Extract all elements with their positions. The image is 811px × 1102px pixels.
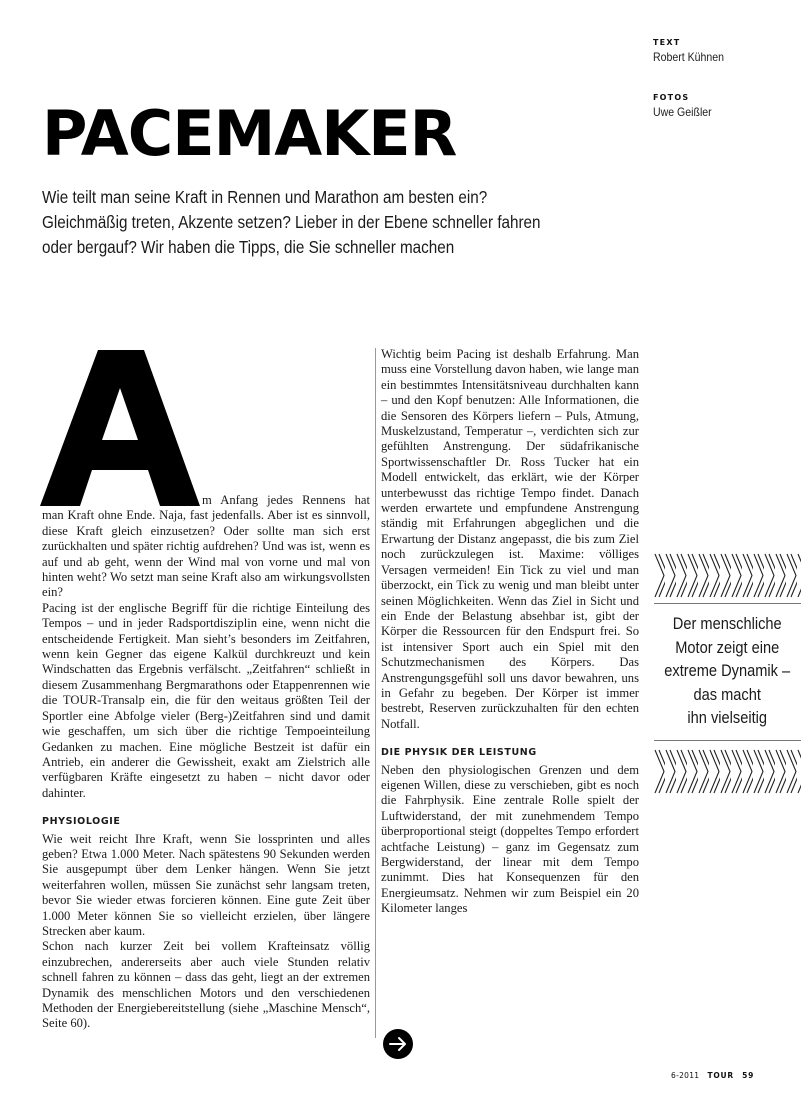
arrow-right-icon (383, 1029, 413, 1059)
lead-line: oder bergauf? Wir haben die Tipps, die Sie schneller machen (42, 237, 455, 257)
credit-photo-name: Uwe Geißler (653, 105, 712, 119)
pull-quote (654, 612, 801, 730)
quote-rule-bottom (654, 740, 801, 741)
folio-issue: 6-2011 (671, 1071, 700, 1080)
paragraph: Wie weit reicht Ihre Kraft, wenn Sie lossprinten und alles geben? Etwa 1.000 Meter. Nach spätestens 90 Sekunden werden Sie ausgepumpt über dem Lenker hängen. Wenn Sie jetzt weiterfahren wollen, müssen Sie zunächst sehr langsam treten, bevor Sie wieder etwas forcieren können. Eine gute Zeit über 1.000 Meter können Sie so vielleicht erzielen, über längere Strecken aber kaum. (42, 831, 370, 938)
article-column-1 (42, 493, 370, 1032)
quote-rule-top (654, 603, 801, 604)
credit-photo-label: FOTOS (653, 93, 690, 102)
chevron-pattern-bottom (654, 748, 801, 795)
continue-arrow-button[interactable] (383, 1029, 413, 1059)
paragraph: Wichtig beim Pacing ist deshalb Erfahrung. Man muss eine Vorstellung davon haben, wie lange man ein bestimmtes Intensitätsniveau durchhalten kann – und den Kopf benutzen: Alle Informationen, die die Sensoren des Körpers liefern – Puls, Atmung, Muskelzustand, Temperatur –, verdichten sich zur gefühlten Anstrengung. Der südafrikanische Sportwissenschaftler Dr. Ross Tucker hat ein Modell entwickelt, das erklärt, wie der Körper unterbewusst das richtige Tempo findet. Danach werden erwartete und empfundene Anstrengung ständig mit Erfahrungen abgeglichen und die Erwartung der Distanz angepasst, die bis zum Ziel noch zurückzulegen ist. Maxime: völliges Versagen vermeiden! Ein Tick zu viel und man überzockt, ein Tick zu wenig und man bleibt unter seinen Möglichkeiten. Wenn das Ziel in Sicht und ein Ende der Belastung absehbar ist, gibt der Körper die Ressourcen für den Endspurt frei. So ist intensiver Sport auch ein Spiel mit den Schutzmechanismen des Körpers. Das Anstrengungsgefühl soll uns davor bewahren, uns in Gefahr zu begeben. Der Körper ist immer bestrebt, Reserven zurückzuhalten für den echten Notfall. (381, 347, 639, 731)
lead-line: Gleichmäßig treten, Akzente setzen? Lieber in der Ebene schneller fahren (42, 212, 541, 232)
lead-paragraph (42, 185, 541, 260)
folio-page-number: 59 (742, 1071, 755, 1080)
page-folio (671, 1071, 754, 1080)
paragraph: Schon nach kurzer Zeit bei vollem Krafteinsatz völlig einzubrechen, andererseits aber auch viele Stunden relativ schnell fahren zu können – dass das geht, liegt an der extremen Dynamik des menschlichen Motors und den verschiedenen Methoden der Energiebereitstellung (siehe „Maschine Mensch“, Seite 60). (42, 939, 370, 1031)
article-column-2 (381, 347, 639, 917)
paragraph: Pacing ist der englische Begriff für die richtige Einteilung des Tempos – und in jeder Radsportdisziplin eine, wenn nicht die entscheidende Fertigkeit. Man sieht’s besonders im Zeitfahren, wenn kein Gegner das eigene Kalkül durchkreuzt und kein Windschatten das Ergebnis verfälscht. „Zeitfahren“ schließt in diesem Zusammenhang Bergmarathons oder Etappenrennen wie die TOUR-Transalp ein, die für den weitaus größten Teil der Sportler eine Abfolge vieler (Berg-)Zeitfahren sind und damit wie geschaffen, um sich über die richtige Tempoeinteilung Gedanken zu machen. Eine mögliche Bestzeit ist dafür ein Antrieb, ein anderer die Gewissheit, exakt am Zielstrich alle verfügbaren Kräfte eingesetzt zu haben – nicht davor oder dahinter. (42, 600, 370, 800)
credit-text-name: Robert Kühnen (653, 50, 725, 64)
column-divider (375, 348, 376, 1038)
drop-cap (40, 350, 200, 506)
subheading-physiologie: PHYSIOLOGIE (42, 816, 121, 828)
paragraph: m Anfang jedes Rennens hat man Kraft ohne Ende. Naja, fast jedenfalls. Aber ist es sinnvoll, diese Kraft gleich einzusetzen? Oder sollte man sich erst zurückhalten und später richtig aufdrehen? Und was ist, wenn es auf und ab geht, wenn der Wind mal von vorne und mal von hinten weht? Wo setzt man seine Kraft also am wirkungsvollsten ein? (42, 493, 370, 600)
credit-text-label: TEXT (653, 38, 681, 47)
lead-line: Wie teilt man seine Kraft in Rennen und Marathon am besten ein? (42, 187, 488, 207)
pull-quote-text: Der menschliche Motor zeigt eine extreme Dynamik – das macht ihn vielseitig (664, 614, 791, 727)
paragraph: Neben den physiologischen Grenzen und dem eigenen Willen, diese zu verschieben, gibt es noch die Fahrphysik. Eine zentrale Rolle spielt der Luftwiderstand, der mit zunehmendem Tempo überproportional steigt (doppeltes Tempo erfordert achtfache Leistung) – ganz im Gegensatz zum Bergwiderstand, der linear mit dem Tempo zunimmt. Dies hat Konsequenzen für den Energieumsatz. Nehmen wir zum Beispiel ein 20 Kilometer langes (381, 762, 639, 916)
chevron-pattern-top (654, 552, 801, 599)
subheading-physik: DIE PHYSIK DER LEISTUNG (381, 747, 537, 759)
headline: PACEMAKER (42, 97, 457, 170)
folio-magazine: TOUR (707, 1071, 734, 1080)
